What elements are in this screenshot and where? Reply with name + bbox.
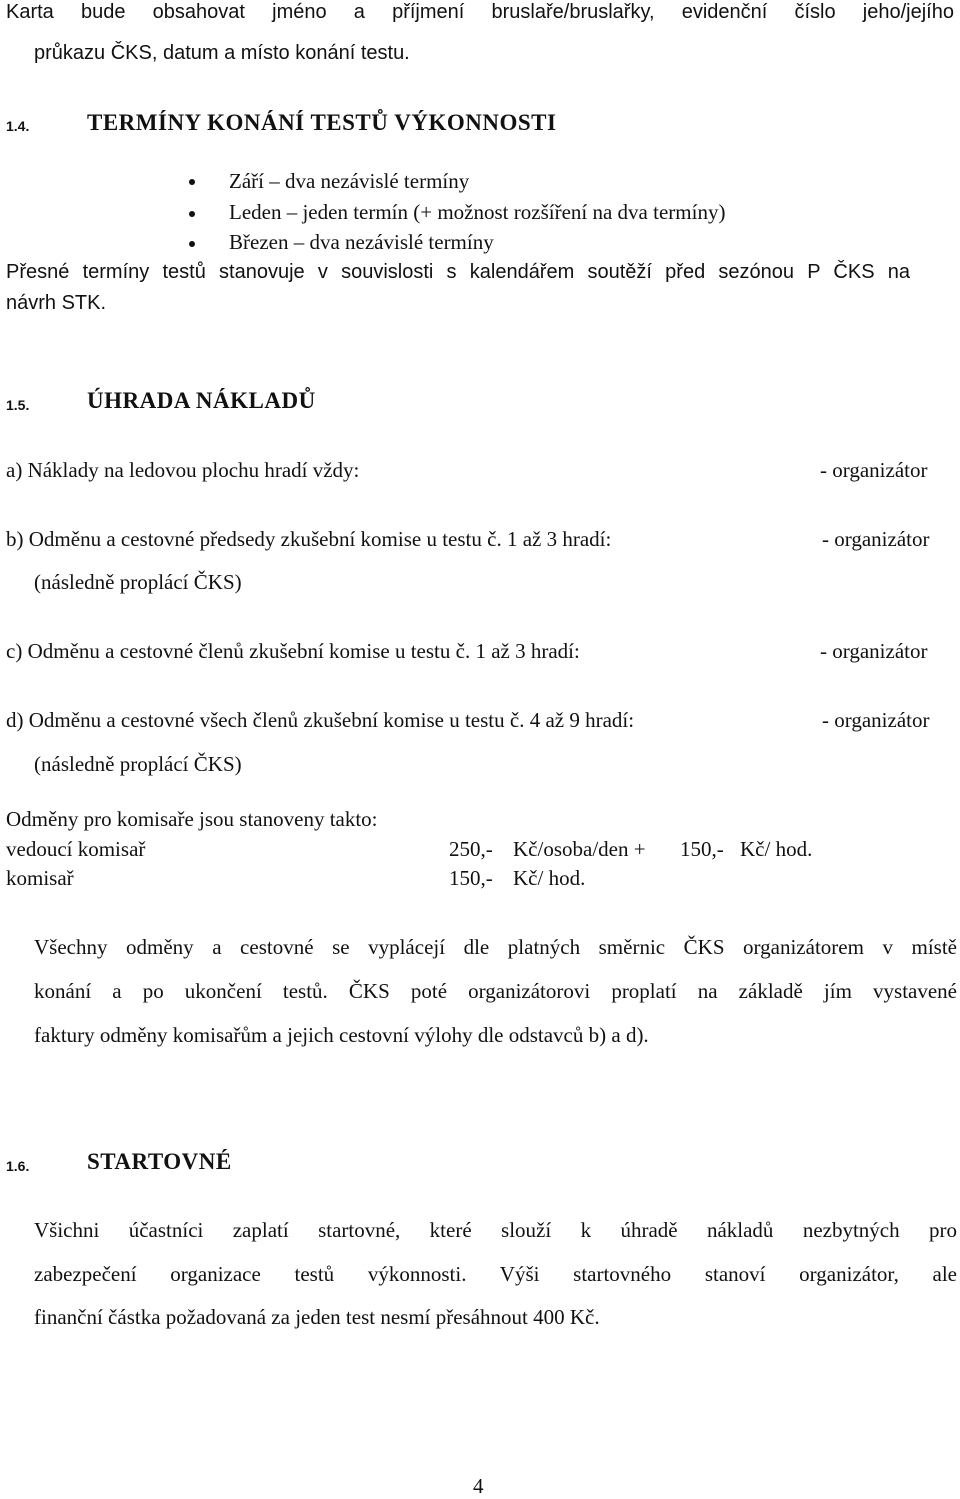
reward-leader-amount-1: 250,- bbox=[449, 837, 493, 861]
section-1-6-para-line-3: finanční částka požadovaná za jeden test nesmí přesáhnout 400 Kč. bbox=[34, 1305, 600, 1329]
section-1-4-para-line-1: Přesné termíny testů stanovuje v souvislosti s kalendářem soutěží před sezónou P ČKS na bbox=[6, 261, 910, 283]
section-1-4-title: TERMÍNY KONÁNÍ TESTŮ VÝKONNOSTI bbox=[87, 110, 557, 135]
bullet-item-march: Březen – dva nezávislé termíny bbox=[229, 230, 494, 254]
section-1-6-para-line-1: Všichni účastníci zaplatí startovné, které slouží k úhradě nákladů nezbytných pro bbox=[34, 1218, 957, 1242]
bullet-dot bbox=[189, 179, 195, 185]
bullet-dot bbox=[189, 211, 195, 217]
cost-item-d: d) Odměnu a cestovné všech členů zkušební komise u testu č. 4 až 9 hradí: bbox=[6, 708, 635, 732]
section-1-5-title: ÚHRADA NÁKLADŮ bbox=[87, 388, 316, 413]
reward-leader-unit-1: Kč/osoba/den + bbox=[513, 837, 646, 861]
reward-role-leader: vedoucí komisař bbox=[6, 837, 146, 861]
section-1-5-number: 1.5. bbox=[6, 397, 30, 413]
reward-commissioner-amount: 150,- bbox=[449, 866, 493, 890]
cost-item-b-payer: - organizátor bbox=[822, 527, 930, 551]
section-1-5-para-line-3: faktury odměny komisařům a jejich cestovní výlohy dle odstavců b) a d). bbox=[34, 1023, 649, 1047]
section-1-6-number: 1.6. bbox=[6, 1158, 30, 1174]
bullet-dot bbox=[189, 241, 195, 247]
page-number: 4 bbox=[473, 1474, 484, 1498]
reward-leader-unit-2: Kč/ hod. bbox=[740, 837, 813, 861]
reward-commissioner-unit: Kč/ hod. bbox=[513, 866, 586, 890]
section-1-6-title: STARTOVNÉ bbox=[87, 1149, 232, 1174]
section-1-5-para-line-1: Všechny odměny a cestovné se vyplácejí dle platných směrnic ČKS organizátorem v místě bbox=[34, 935, 957, 959]
cost-item-d-note: (následně proplácí ČKS) bbox=[34, 752, 242, 776]
cost-item-d-payer: - organizátor bbox=[822, 708, 930, 732]
section-1-6-para-line-2: zabezpečení organizace testů výkonnosti. Výši startovného stanoví organizátor, ale bbox=[34, 1262, 957, 1286]
cost-item-a: a) Náklady na ledovou plochu hradí vždy: bbox=[6, 458, 360, 482]
section-1-5-para-line-2: konání a po ukončení testů. ČKS poté organizátorovi proplatí na základě jím vystavené bbox=[34, 979, 957, 1003]
rewards-title: Odměny pro komisaře jsou stanoveny takto: bbox=[6, 807, 378, 831]
reward-role-commissioner: komisař bbox=[6, 866, 74, 890]
cost-item-c-payer: - organizátor bbox=[820, 639, 928, 663]
bullet-item-january: Leden – jeden termín (+ možnost rozšíření na dva termíny) bbox=[229, 200, 726, 224]
cost-item-b: b) Odměnu a cestovné předsedy zkušební komise u testu č. 1 až 3 hradí: bbox=[6, 527, 612, 551]
cost-item-c: c) Odměnu a cestovné členů zkušební komise u testu č. 1 až 3 hradí: bbox=[6, 639, 580, 663]
section-1-4-para-line-2: návrh STK. bbox=[6, 292, 107, 314]
reward-leader-amount-2: 150,- bbox=[680, 837, 724, 861]
section-1-4-number: 1.4. bbox=[6, 118, 30, 134]
bullet-item-september: Září – dva nezávislé termíny bbox=[229, 169, 470, 193]
intro-line-2: průkazu ČKS, datum a místo konání testu. bbox=[34, 42, 410, 64]
intro-line-1: Karta bude obsahovat jméno a příjmení bruslaře/bruslařky, evidenční číslo jeho/jejího bbox=[6, 1, 954, 23]
cost-item-a-payer: - organizátor bbox=[820, 458, 928, 482]
cost-item-b-note: (následně proplácí ČKS) bbox=[34, 570, 242, 594]
